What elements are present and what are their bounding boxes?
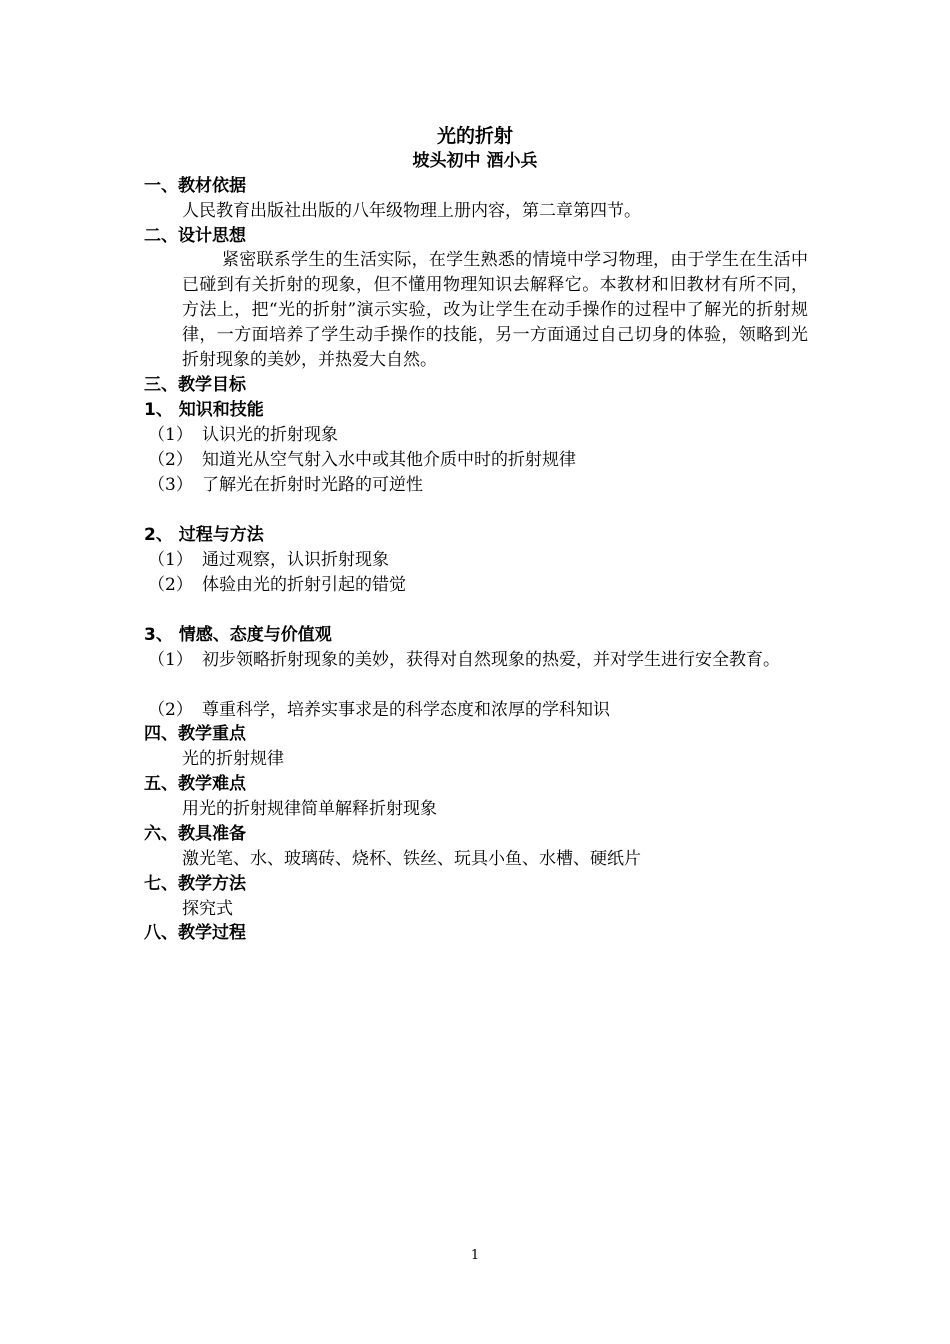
list-item-text: 知道光从空气射入水中或其他介质中时的折射规律 (202, 450, 576, 470)
section-body-basis: 人民教育出版社出版的八年级物理上册内容，第二章第四节。 (182, 201, 641, 221)
document-author: 坡头初中 酒小兵 (412, 151, 538, 171)
list-item-text: 通过观察，认识折射现象 (202, 550, 389, 570)
list-item (148, 698, 610, 723)
page-number: 1 (470, 1248, 480, 1263)
list-item (148, 548, 389, 573)
list-item (148, 573, 406, 598)
list-item-number: （2） (148, 450, 193, 470)
section-heading-goals: 三、教学目标 (144, 375, 246, 395)
section-heading-materials: 六、教具准备 (144, 824, 246, 844)
section-body-key-points: 光的折射规律 (182, 749, 284, 769)
section-body-design: 紧密联系学生的生活实际，在学生熟悉的情境中学习物理，由于学生在生活中已碰到有关折射的现象，但不懂用物理知识去解释它。本教材和旧教材有所不同，方法上，把“光的折射”演示实验，改为让学生在动手操作的过程中了解光的折射规律，一方面培养了学生动手操作的技能，另一方面通过自己切身的体验，领略到光折射现象的美妙，并热爱大自然。 (182, 250, 808, 370)
section-heading-methods: 七、教学方法 (144, 874, 246, 894)
section-heading-process: 八、教学过程 (144, 923, 246, 943)
list-item-text: 了解光在折射时光路的可逆性 (202, 475, 423, 495)
subsection-heading-knowledge: 1、 知识和技能 (144, 400, 264, 420)
section-body-difficulties: 用光的折射规律简单解释折射现象 (182, 799, 437, 819)
document-title: 光的折射 (436, 125, 513, 147)
list-item-number: （1） (148, 650, 193, 670)
section-heading-difficulties: 五、教学难点 (144, 774, 246, 794)
list-item (148, 648, 810, 673)
subsection-heading-values: 3、 情感、态度与价值观 (144, 625, 332, 645)
subsection-heading-process: 2、 过程与方法 (144, 525, 264, 545)
list-item-text: 初步领略折射现象的美妙，获得对自然现象的热爱，并对学生进行安全教育。 (202, 650, 780, 670)
list-item-number: （3） (148, 475, 193, 495)
list-item-number: （1） (148, 425, 193, 445)
list-item-text: 尊重科学，培养实事求是的科学态度和浓厚的学科知识 (202, 700, 610, 720)
list-item-number: （2） (148, 575, 193, 595)
list-item-number: （1） (148, 550, 193, 570)
section-body-materials: 激光笔、水、玻璃砖、烧杯、铁丝、玩具小鱼、水槽、硬纸片 (182, 849, 641, 869)
section-body-methods: 探究式 (182, 899, 233, 919)
section-heading-key-points: 四、教学重点 (144, 724, 246, 744)
list-item-text: 体验由光的折射引起的错觉 (202, 575, 406, 595)
list-item (148, 473, 423, 498)
section-heading-basis: 一、教材依据 (144, 176, 246, 196)
list-item-number: （2） (148, 700, 193, 720)
list-item (148, 423, 338, 448)
list-item-text: 认识光的折射现象 (202, 425, 338, 445)
section-heading-design: 二、设计思想 (144, 226, 246, 246)
list-item (148, 448, 576, 473)
